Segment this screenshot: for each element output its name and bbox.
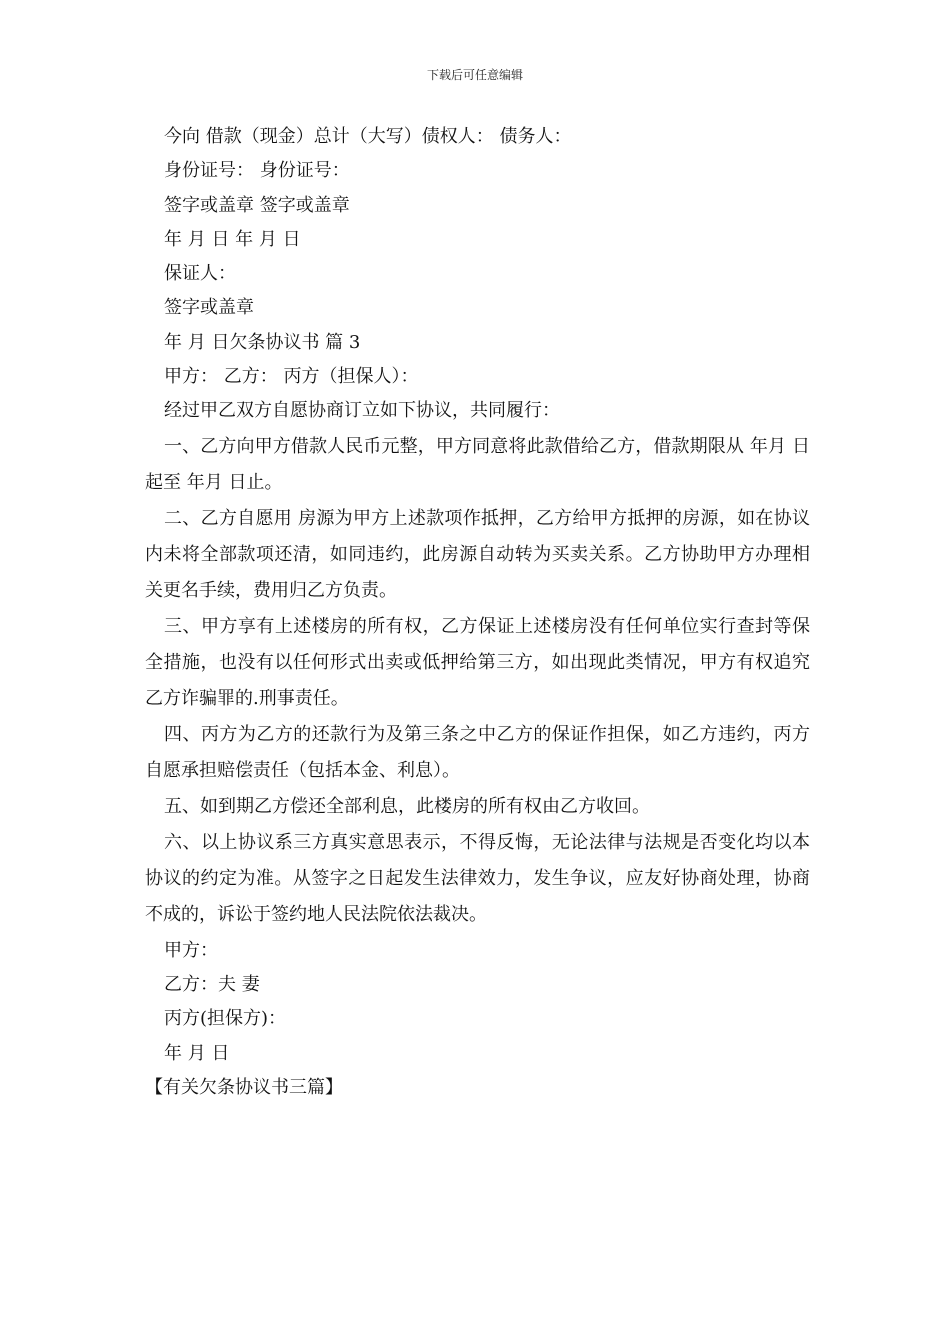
header-note: 下载后可任意编辑 bbox=[426, 68, 523, 82]
signature-date: 年 月 日 bbox=[164, 1042, 230, 1064]
clause-1: 一、乙方向甲方借款人民币元整，甲方同意将此款借给乙方，借款期限从 年月 日起至 年月 日止。 bbox=[145, 435, 810, 493]
document-body bbox=[145, 120, 810, 1105]
closing-title: 【有关欠条协议书三篇】 bbox=[145, 1076, 343, 1098]
text-line: 身份证号： 身份证号： bbox=[164, 160, 350, 182]
signature-party-a: 甲方： bbox=[164, 939, 218, 961]
text-line: 签字或盖章 签字或盖章 bbox=[164, 194, 350, 216]
clause-5: 五、如到期乙方偿还全部利息，此楼房的所有权由乙方收回。 bbox=[164, 795, 650, 817]
intro-line: 经过甲乙双方自愿协商订立如下协议，共同履行： bbox=[164, 400, 560, 422]
clause-2: 二、乙方自愿用 房源为甲方上述款项作抵押，乙方给甲方抵押的房源，如在协议内未将全部款项还清，如同违约，此房源自动转为买卖关系。乙方协助甲方办理相关更名手续，费用归乙方负责。 bbox=[145, 507, 810, 601]
clause-4: 四、丙方为乙方的还款行为及第三条之中乙方的保证作担保，如乙方违约，丙方自愿承担赔偿责任（包括本金、利息）。 bbox=[145, 723, 810, 781]
text-line: 保证人： bbox=[164, 263, 236, 285]
section-heading: 年 月 日欠条协议书 篇 3 bbox=[164, 331, 361, 353]
parties-line: 甲方： 乙方： 丙方（担保人）： bbox=[164, 366, 419, 388]
clause-6: 六、以上协议系三方真实意思表示，不得反悔，无论法律与法规是否变化均以本协议的约定为准。从签字之日起发生法律效力，发生争议，应友好协商处理，协商不成的，诉讼于签约地人民法院依法裁决。 bbox=[145, 831, 810, 925]
signature-block bbox=[145, 934, 810, 1071]
clause-3: 三、甲方享有上述楼房的所有权，乙方保证上述楼房没有任何单位实行查封等保全措施，也没有以任何形式出卖或低押给第三方，如出现此类情况，甲方有权追究乙方诈骗罪的.刑事责任。 bbox=[145, 615, 810, 709]
signature-party-b: 乙方：夫 妻 bbox=[164, 973, 260, 995]
text-line: 年 月 日 年 月 日 bbox=[164, 228, 301, 250]
text-line: 今向 借款（现金）总计（大写）债权人： 债务人： bbox=[164, 126, 572, 147]
text-line: 签字或盖章 bbox=[164, 297, 254, 319]
signature-party-c: 丙方(担保方)： bbox=[164, 1008, 287, 1030]
